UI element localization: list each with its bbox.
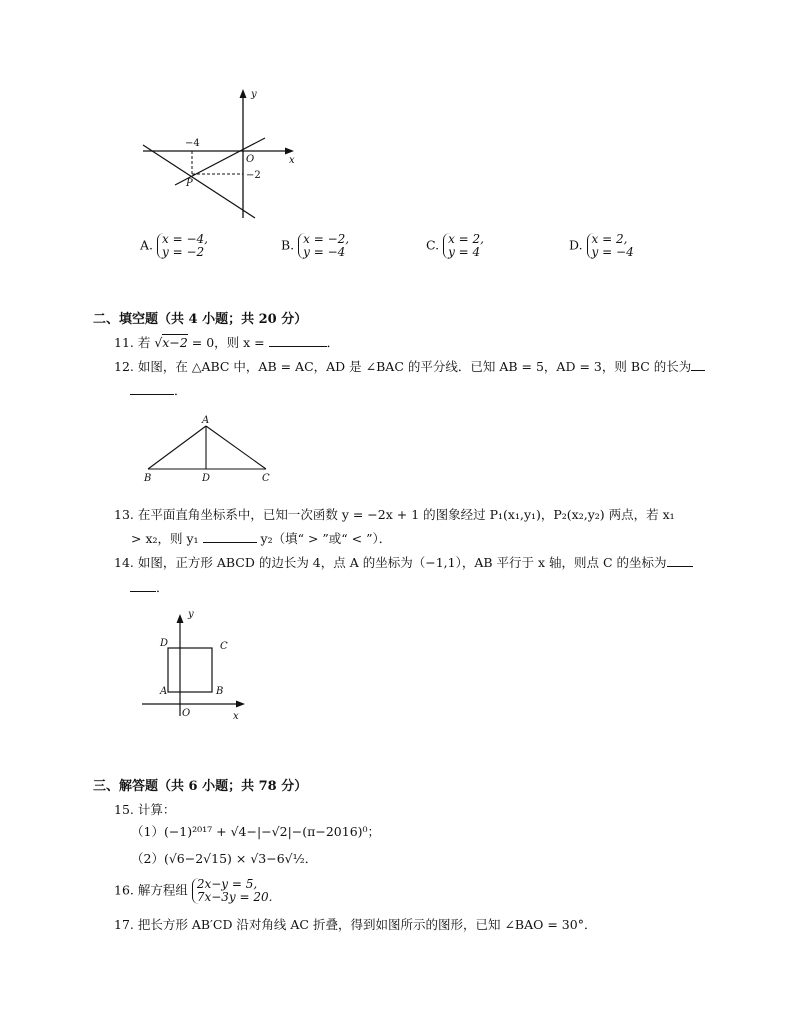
- sqrt-symbol: √: [154, 335, 163, 350]
- origin-label: O: [246, 154, 255, 165]
- question-11: [114, 333, 339, 351]
- y-axis-arrow: [240, 89, 247, 98]
- option-b[interactable]: [281, 233, 349, 259]
- q13-answer-blank[interactable]: [203, 531, 257, 543]
- equation-system: [192, 878, 273, 904]
- question-13-line-2: [131, 529, 391, 547]
- eq-line: x = 2,: [591, 232, 628, 246]
- question-14-line-2: [130, 578, 169, 596]
- eq-line: y = −4: [303, 245, 346, 259]
- q11-answer-blank[interactable]: [269, 335, 327, 347]
- question-14: [114, 553, 693, 571]
- equation-system: [443, 233, 484, 259]
- eq-line: x = 2,: [448, 232, 484, 246]
- option-letter: D.: [569, 237, 583, 253]
- eq-line: 7x−3y = 20.: [196, 890, 273, 904]
- q14-text: 14. 如图，正方形 ABCD 的边长为 4，点 A 的坐标为（−1,1），AB 平行于 x 轴，则点 C 的坐标为: [114, 555, 667, 570]
- x-axis-arrow: [236, 701, 245, 708]
- question-15-part-2: （2）(√6−2√15) × √3−6√½．: [131, 851, 318, 866]
- x-axis-arrow: [285, 148, 294, 155]
- option-letter: C.: [426, 237, 440, 253]
- tick-y-label: −2: [246, 170, 261, 181]
- label-c: C: [262, 473, 270, 484]
- q12-end: ．: [174, 383, 187, 398]
- label-b: B: [216, 686, 224, 697]
- x-axis-label: x: [289, 155, 295, 166]
- eq-line: y = −2: [162, 245, 205, 259]
- q13-text-start: > x₂，则 y₁: [131, 531, 203, 546]
- side-ac: [206, 426, 266, 469]
- q14-answer-blank[interactable]: [130, 580, 156, 592]
- label-a: A: [160, 686, 168, 697]
- equation-system: [157, 233, 208, 259]
- y-axis-arrow: [177, 614, 184, 623]
- side-ab: [148, 426, 206, 469]
- q11-prefix: 11. 若: [114, 335, 155, 350]
- q13-text: 13. 在平面直角坐标系中，已知一次函数 y = −2x + 1 的图象经过 P₁(x₁,y₁)，P₂(x₂,y₂) 两点，若 x₁: [114, 507, 675, 522]
- q10-coordinate-figure: [135, 85, 305, 225]
- x-label: x: [233, 711, 239, 722]
- q11-text: = 0，则 x =: [187, 335, 269, 350]
- q14-end: ．: [156, 580, 169, 595]
- section-3-title: 三、解答题（共 6 小题；共 78 分）: [93, 779, 308, 794]
- q12-triangle-figure: [138, 413, 278, 485]
- y-label: y: [188, 609, 194, 620]
- tick-x-label: −4: [185, 138, 200, 149]
- question-15: 15. 计算：: [114, 802, 176, 817]
- equation-system: [587, 233, 634, 259]
- point-p-label: P: [186, 178, 193, 189]
- q11-end: ．: [326, 335, 340, 350]
- eq-line: 2x−y = 5,: [196, 877, 258, 891]
- label-a: A: [202, 415, 210, 426]
- q14-square-figure: [138, 606, 258, 726]
- label-b: B: [144, 473, 152, 484]
- question-15-part-1: （1）(−1)²⁰¹⁷ + √4−|−√2|−(π−2016)⁰；: [131, 824, 381, 839]
- q14-answer-blank-start[interactable]: [667, 555, 693, 567]
- option-a[interactable]: [140, 233, 208, 259]
- question-12: [114, 357, 705, 375]
- label-d: D: [202, 473, 211, 484]
- option-d[interactable]: [569, 233, 634, 259]
- question-13: [114, 505, 675, 523]
- q13-text-end: y₂（填“ > ”或“ < ”）．: [256, 531, 392, 546]
- q16-text: 16. 解方程组: [114, 882, 192, 898]
- label-c: C: [220, 641, 228, 652]
- q11-radical: x−2: [162, 335, 188, 350]
- question-16: [114, 878, 272, 904]
- eq-line: y = −4: [591, 245, 634, 259]
- y-axis-label: y: [251, 89, 257, 100]
- q12-answer-blank-start[interactable]: [691, 359, 705, 371]
- option-letter: A.: [140, 237, 154, 253]
- q12-answer-blank[interactable]: [130, 383, 174, 395]
- question-17: 17. 把长方形 AB′CD 沿对角线 AC 折叠，得到如图所示的图形，已知 ∠BAO = 30°．: [114, 917, 597, 932]
- equation-system: [298, 233, 349, 259]
- option-letter: B.: [281, 237, 295, 253]
- q12-text: 12. 如图，在 △ABC 中，AB = AC，AD 是 ∠BAC 的平分线．已知 AB = 5，AD = 3，则 BC 的长为: [114, 359, 692, 374]
- eq-line: x = −4,: [162, 232, 208, 246]
- line-1: [143, 145, 255, 218]
- question-12-line-2: [130, 381, 187, 399]
- section-2-title: 二、填空题（共 4 小题；共 20 分）: [93, 312, 308, 327]
- square-abcd: [168, 648, 212, 692]
- option-c[interactable]: [426, 233, 484, 259]
- eq-line: x = −2,: [303, 232, 350, 246]
- origin-label: O: [182, 708, 191, 719]
- label-d: D: [160, 638, 169, 649]
- eq-line: y = 4: [448, 245, 481, 259]
